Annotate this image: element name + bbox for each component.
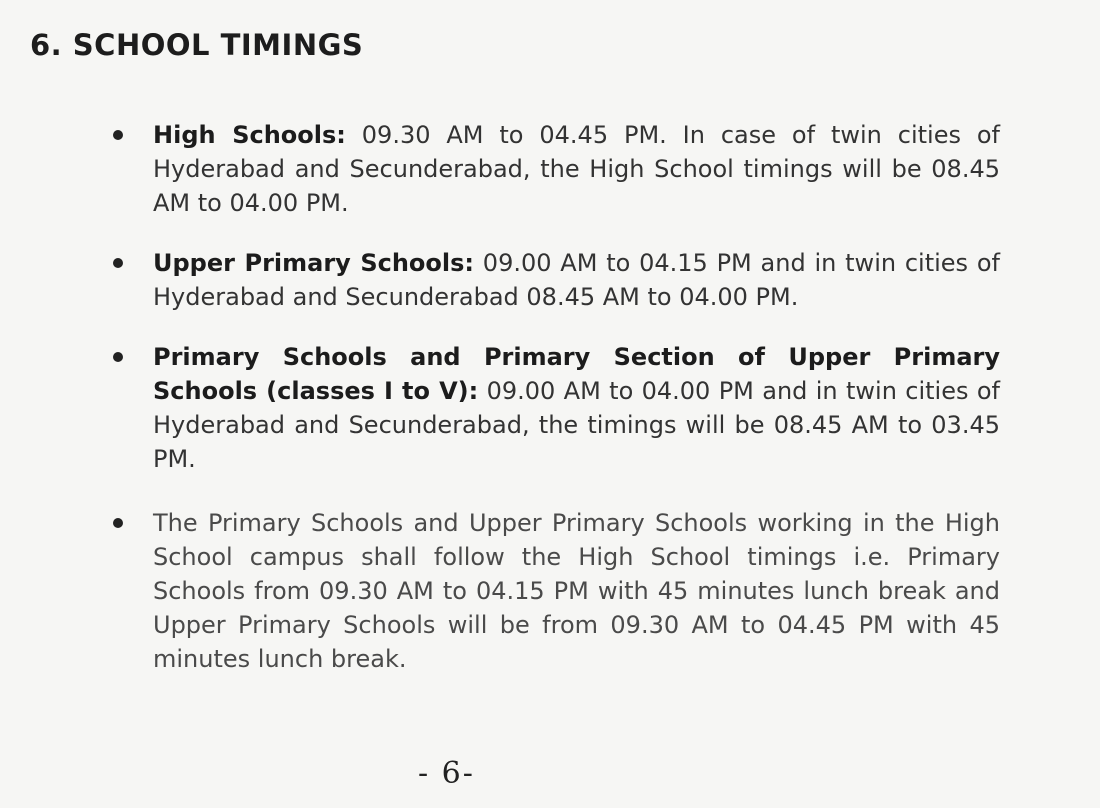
list-item-campus-schools (108, 506, 1000, 676)
list-item-text: 09.00 AM to 04.00 PM and in twin cities of Hyderabad and Secunderabad, the timings will be 08.45 AM to 03.45 PM. (153, 377, 1000, 473)
section-title: 6. SCHOOL TIMINGS (30, 28, 364, 62)
bullet-icon (113, 352, 123, 362)
list-item-text: 09.00 AM to 04.15 PM and in twin cities of Hyderabad and Secunderabad 08.45 AM to 04.00 PM. (153, 249, 1000, 311)
list-item-heading: High Schools: (153, 121, 346, 149)
list-item-text: 09.30 AM to 04.45 PM. In case of twin cities of Hyderabad and Secunderabad, the High School timings will be 08.45 AM to 04.00 PM. (153, 121, 1000, 217)
bullet-icon (113, 518, 123, 528)
page-number: - 6- (418, 756, 475, 791)
bullet-icon (113, 258, 123, 268)
timings-list (108, 118, 1000, 702)
bullet-icon (113, 130, 123, 140)
list-item-high-schools (108, 118, 1000, 220)
list-item-heading: Primary Schools and Primary Section of Upper Primary Schools (classes I to V): (153, 343, 1000, 405)
list-item-heading: Upper Primary Schools: (153, 249, 475, 277)
list-item-upper-primary-schools (108, 246, 1000, 314)
list-item-primary-schools (108, 340, 1000, 476)
list-item-text: The Primary Schools and Upper Primary Schools working in the High School campus shall follow the High School timings i.e. Primary Schools from 09.30 AM to 04.15 PM with 45 minutes lunch break and Upper Primary Schools will be from 09.30 AM to 04.45 PM with 45 minutes lunch break. (153, 509, 1000, 673)
